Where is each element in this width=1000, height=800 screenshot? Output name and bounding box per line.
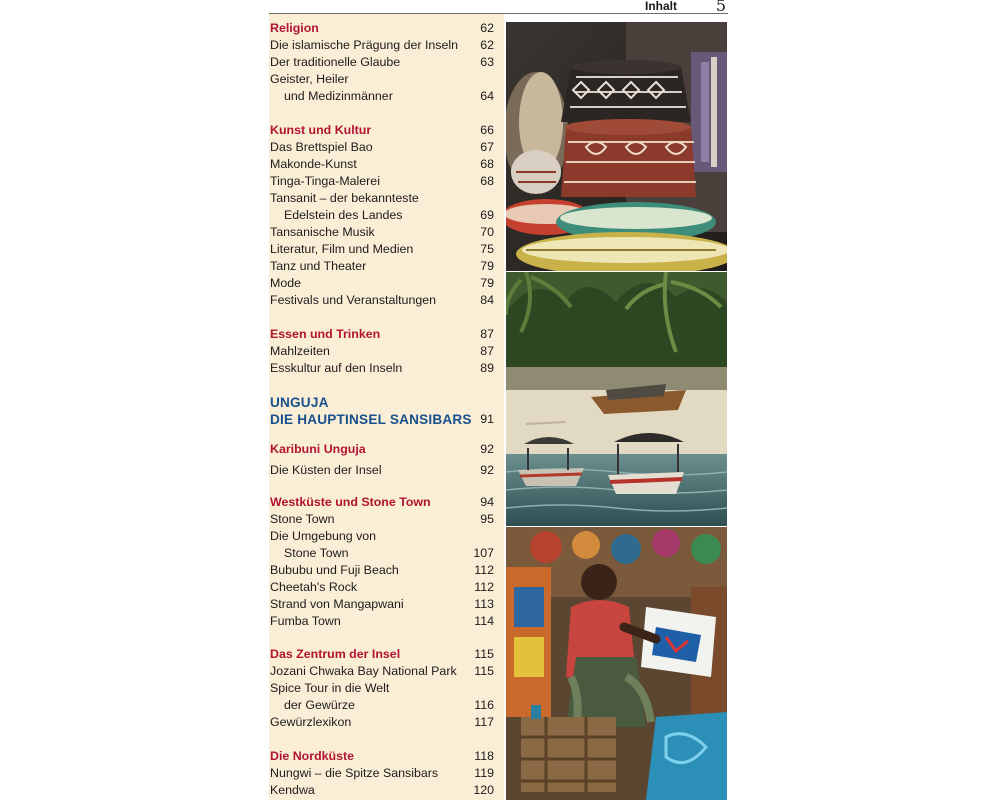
- toc-entry: [270, 528, 494, 545]
- toc-entry: [270, 765, 494, 782]
- toc-title: Tansanische Musik: [270, 225, 375, 239]
- toc-entry: [270, 207, 494, 224]
- toc-page-number: 68: [480, 157, 494, 171]
- toc-entry: [270, 343, 494, 360]
- toc-title: Stone Town: [270, 512, 335, 526]
- toc-title: Spice Tour in die Welt: [270, 681, 390, 695]
- toc-entry: [270, 511, 494, 528]
- toc-page-number: 62: [480, 38, 494, 52]
- toc-title: Die Nordküste: [270, 749, 354, 763]
- toc-page-number: 107: [473, 546, 494, 560]
- toc-page-number: 118: [474, 749, 494, 763]
- running-head: Inhalt: [645, 0, 677, 13]
- toc-page-number: 62: [480, 21, 494, 35]
- toc-title: Essen und Trinken: [270, 327, 381, 341]
- toc-section-heading: [270, 494, 494, 511]
- toc-entry: [270, 71, 494, 88]
- toc-section-heading: [270, 326, 494, 343]
- toc-page-number: 67: [480, 140, 494, 154]
- toc-title: Cheetah's Rock: [270, 580, 358, 594]
- toc-page-number: 94: [480, 495, 494, 509]
- toc-page-number: 89: [480, 361, 494, 375]
- toc-page-number: 87: [480, 327, 494, 341]
- toc-entry: [270, 292, 494, 309]
- toc-section-heading: [270, 748, 494, 765]
- toc-title: Stone Town: [284, 546, 349, 560]
- toc-entry: [270, 663, 494, 680]
- toc-section-heading: [270, 122, 494, 139]
- toc-page-number: 69: [480, 208, 494, 222]
- toc-entry: [270, 241, 494, 258]
- toc-part-heading: [270, 411, 494, 428]
- toc-entry: [270, 579, 494, 596]
- photo-column: [506, 22, 727, 800]
- toc-entry: [270, 190, 494, 207]
- toc-title: Tanz und Theater: [270, 259, 367, 273]
- toc-page-number: 117: [474, 715, 494, 729]
- toc-title: Tansanit – der bekannteste: [270, 191, 419, 205]
- toc-entry: [270, 462, 494, 479]
- toc-page-number: 116: [474, 698, 494, 712]
- toc-title: Geister, Heiler: [270, 72, 349, 86]
- toc-page-number: 120: [473, 783, 494, 797]
- toc-page-number: 115: [474, 647, 494, 661]
- toc-title: Edelstein des Landes: [284, 208, 403, 222]
- toc-page-number: 75: [480, 242, 494, 256]
- toc-title: Tinga-Tinga-Malerei: [270, 174, 380, 188]
- toc-entry: [270, 88, 494, 105]
- toc-entry: [270, 139, 494, 156]
- toc-title: Kunst und Kultur: [270, 123, 372, 137]
- toc-page-number: 64: [480, 89, 494, 103]
- painter-photo: [506, 527, 727, 800]
- toc-title: Die Küsten der Insel: [270, 463, 382, 477]
- toc-title: Gewürzlexikon: [270, 715, 352, 729]
- toc-title: Mahlzeiten: [270, 344, 330, 358]
- toc-entry: [270, 37, 494, 54]
- toc-page-number: 66: [480, 123, 494, 137]
- toc-title: Bububu und Fuji Beach: [270, 563, 399, 577]
- toc-page-number: 79: [480, 259, 494, 273]
- toc-page-number: 112: [474, 580, 494, 594]
- toc-page-number: 84: [480, 293, 494, 307]
- toc-title: Jozani Chwaka Bay National Park: [270, 664, 457, 678]
- beach-boats-photo: [506, 272, 727, 526]
- toc-title: Fumba Town: [270, 614, 341, 628]
- toc-title: Westküste und Stone Town: [270, 495, 431, 509]
- toc-title: Literatur, Film und Medien: [270, 242, 414, 256]
- toc-page-number: 95: [480, 512, 494, 526]
- toc-section-heading: [270, 646, 494, 663]
- toc-entry: [270, 258, 494, 275]
- toc-page-number: 68: [480, 174, 494, 188]
- toc-title: Festivals und Veranstaltungen: [270, 293, 437, 307]
- toc-entry: [270, 54, 494, 71]
- toc-title: Karibuni Unguja: [270, 442, 366, 456]
- toc-title: Kendwa: [270, 783, 315, 797]
- toc-entry: [270, 613, 494, 630]
- toc-title: Der traditionelle Glaube: [270, 55, 401, 69]
- toc-title: DIE HAUPTINSEL SANSIBARS: [270, 412, 472, 427]
- toc-entry: [270, 697, 494, 714]
- toc-entry: [270, 224, 494, 241]
- toc-page-number: 92: [480, 463, 494, 477]
- toc-title: Religion: [270, 21, 319, 35]
- toc-title: Die islamische Prägung der Inseln: [270, 38, 459, 52]
- toc-title: der Gewürze: [284, 698, 355, 712]
- table-of-contents: [269, 14, 504, 800]
- toc-page-number: 79: [480, 276, 494, 290]
- toc-entry: [270, 156, 494, 173]
- toc-title: Das Zentrum der Insel: [270, 647, 401, 661]
- toc-page-number: 92: [480, 442, 494, 456]
- toc-title: Nungwi – die Spitze Sansibars: [270, 766, 439, 780]
- toc-page-number: 114: [474, 614, 494, 628]
- toc-page-number: 119: [474, 766, 494, 780]
- toc-entry: [270, 562, 494, 579]
- toc-title: Esskultur auf den Inseln: [270, 361, 403, 375]
- toc-title: Strand von Mangapwani: [270, 597, 404, 611]
- toc-entry: [270, 545, 494, 562]
- toc-page-number: 112: [474, 563, 494, 577]
- toc-title: Die Umgebung von: [270, 529, 377, 543]
- toc-entry: [270, 714, 494, 731]
- toc-title: Makonde-Kunst: [270, 157, 357, 171]
- toc-entry: [270, 680, 494, 697]
- toc-page-number: 70: [480, 225, 494, 239]
- toc-entry: [270, 782, 494, 799]
- toc-entry: [270, 596, 494, 613]
- toc-entry: [270, 275, 494, 292]
- toc-title: UNGUJA: [270, 395, 329, 410]
- toc-entry: [270, 360, 494, 377]
- toc-section-heading: [270, 441, 494, 458]
- page-header: [269, 0, 728, 14]
- toc-page-number: 113: [474, 597, 494, 611]
- page-number: 5: [715, 0, 726, 15]
- toc-page-number: 91: [480, 412, 494, 426]
- toc-part-heading: [270, 394, 494, 411]
- toc-page-number: 63: [480, 55, 494, 69]
- toc-section-heading: [270, 20, 494, 37]
- toc-title: Mode: [270, 276, 301, 290]
- toc-entry: [270, 173, 494, 190]
- toc-page-number: 87: [480, 344, 494, 358]
- toc-title: Das Brettspiel Bao: [270, 140, 373, 154]
- toc-title: und Medizinmänner: [284, 89, 393, 103]
- woven-caps-photo: [506, 22, 727, 271]
- toc-page-number: 115: [474, 664, 494, 678]
